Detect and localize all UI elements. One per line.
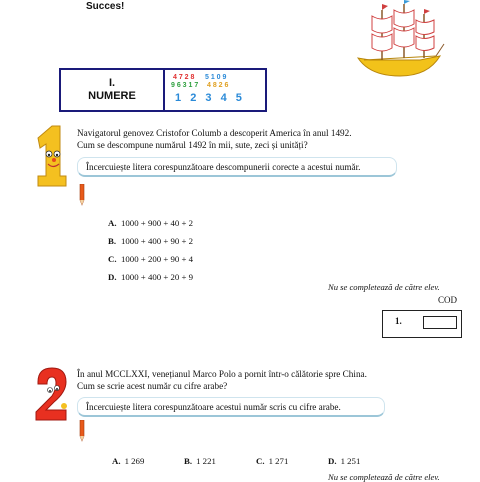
section-title: NUMERE [88, 90, 136, 102]
digit-2: 2 [190, 92, 200, 104]
question1-line1: Navigatorul genovez Cristofor Columb a descoperit America în anul 1492. [77, 128, 352, 138]
grading-note-bottom: Nu se completează de către elev. [328, 472, 440, 482]
digit-5: 5 [235, 92, 245, 104]
q2-option-b-letter: B. [184, 456, 193, 466]
option-d-text: 1000 + 400 + 20 + 9 [121, 272, 194, 282]
q2-option-a-text: 1 269 [124, 456, 145, 466]
option-a[interactable] [108, 218, 193, 229]
question1-instruction: Încercuiește litera corespunzătoare descompunerii corecte a acestui număr. [77, 157, 397, 177]
option-c-letter: C. [108, 254, 117, 264]
option-a-letter: A. [108, 218, 117, 228]
question2-line2: Cum se scrie acest număr cu cifre arabe? [77, 381, 228, 391]
digit-1: 1 [175, 92, 185, 104]
section-numeral: I. [108, 77, 116, 89]
q2-option-c[interactable] [256, 456, 288, 466]
digit-two-mascot [34, 366, 70, 422]
svg-text:4 7 2 8: 4 7 2 8 [173, 74, 195, 81]
numbers-cluster-graphic [165, 70, 265, 110]
option-a-text: 1000 + 900 + 40 + 2 [121, 218, 194, 228]
ship-icon [350, 0, 446, 84]
q2-option-d-letter: D. [328, 456, 337, 466]
svg-text:4 8 2 6: 4 8 2 6 [207, 82, 229, 89]
pencil-icon [78, 184, 88, 206]
question1-text [77, 127, 407, 151]
q2-option-c-text: 1 271 [268, 456, 289, 466]
digit-one-mascot [32, 124, 68, 190]
section-label [61, 70, 165, 110]
option-d-letter: D. [108, 272, 117, 282]
option-c-text: 1000 + 200 + 90 + 4 [121, 254, 194, 264]
q2-option-c-letter: C. [256, 456, 265, 466]
question2-line1: În anul MCCLXXI, venețianul Marco Polo a pornit într-o călătorie spre China. [77, 369, 367, 379]
option-b-letter: B. [108, 236, 117, 246]
pencil-icon [78, 420, 88, 442]
q2-option-a[interactable] [112, 456, 144, 466]
option-b[interactable] [108, 236, 193, 247]
option-b-text: 1000 + 400 + 90 + 2 [121, 236, 194, 246]
cod-label: COD [438, 295, 458, 305]
numbers-illustration [165, 70, 265, 110]
question2-text [77, 368, 417, 392]
digit-4: 4 [220, 92, 230, 104]
option-c[interactable] [108, 254, 193, 265]
digits-row [175, 92, 245, 104]
cod-item-number: 1. [395, 316, 402, 326]
q2-option-d-text: 1 251 [340, 456, 361, 466]
q2-option-d[interactable] [328, 456, 360, 466]
success-text: Succes! [86, 1, 125, 12]
q2-option-b[interactable] [184, 456, 216, 466]
section-header [59, 68, 267, 112]
svg-text:9 6 3 1 7: 9 6 3 1 7 [171, 82, 199, 89]
q2-option-a-letter: A. [112, 456, 121, 466]
question2-instruction: Încercuiește litera corespunzătoare acestui număr scris cu cifre arabe. [77, 397, 385, 417]
digit-3: 3 [205, 92, 215, 104]
cod-answer-field [423, 316, 457, 329]
question1-line2: Cum se descompune numărul 1492 în mii, sute, zeci și unități? [77, 140, 308, 150]
svg-text:5 1 0 9: 5 1 0 9 [205, 74, 227, 81]
q2-option-b-text: 1 221 [196, 456, 216, 466]
option-d[interactable] [108, 272, 193, 283]
grading-note: Nu se completează de către elev. [328, 282, 440, 292]
